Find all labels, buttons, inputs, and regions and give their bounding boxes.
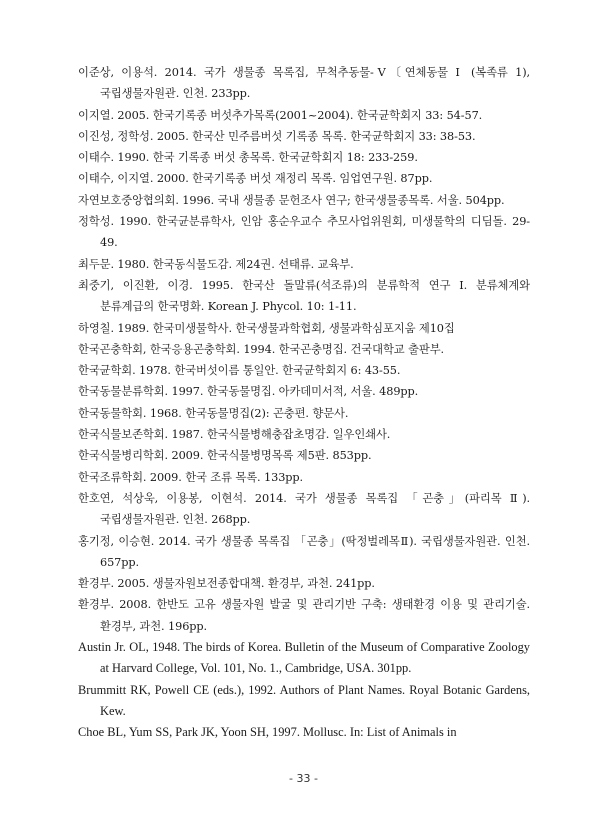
reference-entry: 이태수. 1990. 한국 기록종 버섯 총목록. 한국균학회지 18: 233-259. [78,151,418,165]
reference-entry: 이지열. 2005. 한국기록종 버섯추가목록(2001~2004). 한국균학회지 33: 54-57. [78,108,483,122]
reference-entry: 홍기정, 이승현. 2014. 국가 생물종 목록집 「곤충」(딱정벌레목Ⅱ). 국립생물자원관. 인천. 657pp. [78,534,530,569]
reference-entry: 하영칠. 1989. 한국미생물학사. 한국생물과학협회, 생물과학심포지움 제10집 [78,321,455,335]
reference-entry: 한국동물학회. 1968. 한국동물명집(2): 곤충편. 향문사. [78,406,349,420]
reference-entry: 한국동물분류학회. 1997. 한국동물명집. 아카데미서적, 서울. 489pp. [78,385,419,399]
reference-entry: 한국식물보존학회. 1987. 한국식물병해충잡초명감. 일우인쇄사. [78,428,391,442]
reference-entry: 자연보호중앙협의회. 1996. 국내 생물종 문헌조사 연구; 한국생물종목록. 서울. 504pp. [78,193,505,207]
reference-list [78,62,530,744]
reference-entry: 환경부. 2005. 생물자원보전종합대책. 환경부, 과천. 241pp. [78,577,375,591]
reference-entry: 이준상, 이용석. 2014. 국가 생물종 목록집, 무척추동물-Ⅴ〔연체동물 Ⅰ (복족류 1), 국립생물자원관. 인천. 233pp. [78,66,530,101]
reference-entry: 한국곤충학회, 한국응용곤충학회. 1994. 한국곤충명집. 건국대학교 출판부. [78,342,445,356]
reference-entry: 한호연, 석상욱, 이용봉, 이현석. 2014. 국가 생물종 목록집 「곤충」(파리목 Ⅱ). 국립생물자원관. 인천. 268pp. [78,491,530,527]
reference-entry: Austin Jr. OL, 1948. The birds of Korea. Bulletin of the Museum of Comparative Zoology at Harvard College, Vol. 101, No. 1., Cambridge, USA. 301pp. [78,640,530,676]
reference-entry: 한국조류학회. 2009. 한국 조류 목록. 133pp. [78,470,304,484]
reference-entry: 한국식물병리학회. 2009. 한국식물병명목록 제5판. 853pp. [78,449,372,463]
reference-entry: 한국균학회. 1978. 한국버섯이름 통일안. 한국균학회지 6: 43-55. [78,364,401,378]
reference-entry: Brummitt RK, Powell CE (eds.), 1992. Authors of Plant Names. Royal Botanic Gardens, Kew. [78,682,530,718]
page-number: - 33 - [289,772,318,785]
reference-entry: 환경부. 2008. 한반도 고유 생물자원 발굴 및 관리기반 구축: 생태환경 이용 및 관리기술. 환경부, 과천. 196pp. [78,598,530,633]
reference-entry: 정학성. 1990. 한국균분류학사, 인암 홍순우교수 추모사업위원회, 미생물학의 디딤돌. 29-49. [78,215,530,250]
reference-entry: 이태수, 이지열. 2000. 한국기록종 버섯 재정리 목록. 임업연구원. 87pp. [78,172,433,186]
reference-entry: Choe BL, Yum SS, Park JK, Yoon SH, 1997. Mollusc. In: List of Animals in [78,725,457,740]
reference-entry: 이진성, 정학성. 2005. 한국산 민주름버섯 기록종 목록. 한국균학회지 33: 38-53. [78,129,476,143]
reference-entry: 최두문. 1980. 한국동식물도감. 제24권. 선태류. 교육부. [78,257,354,271]
reference-entry: 최중기, 이진환, 이경. 1995. 한국산 돌말류(석조류)의 분류학적 연구 I. 분류체계와 분류계급의 한국명화. Korean J. Phycol. 10: 1-11. [78,278,530,314]
